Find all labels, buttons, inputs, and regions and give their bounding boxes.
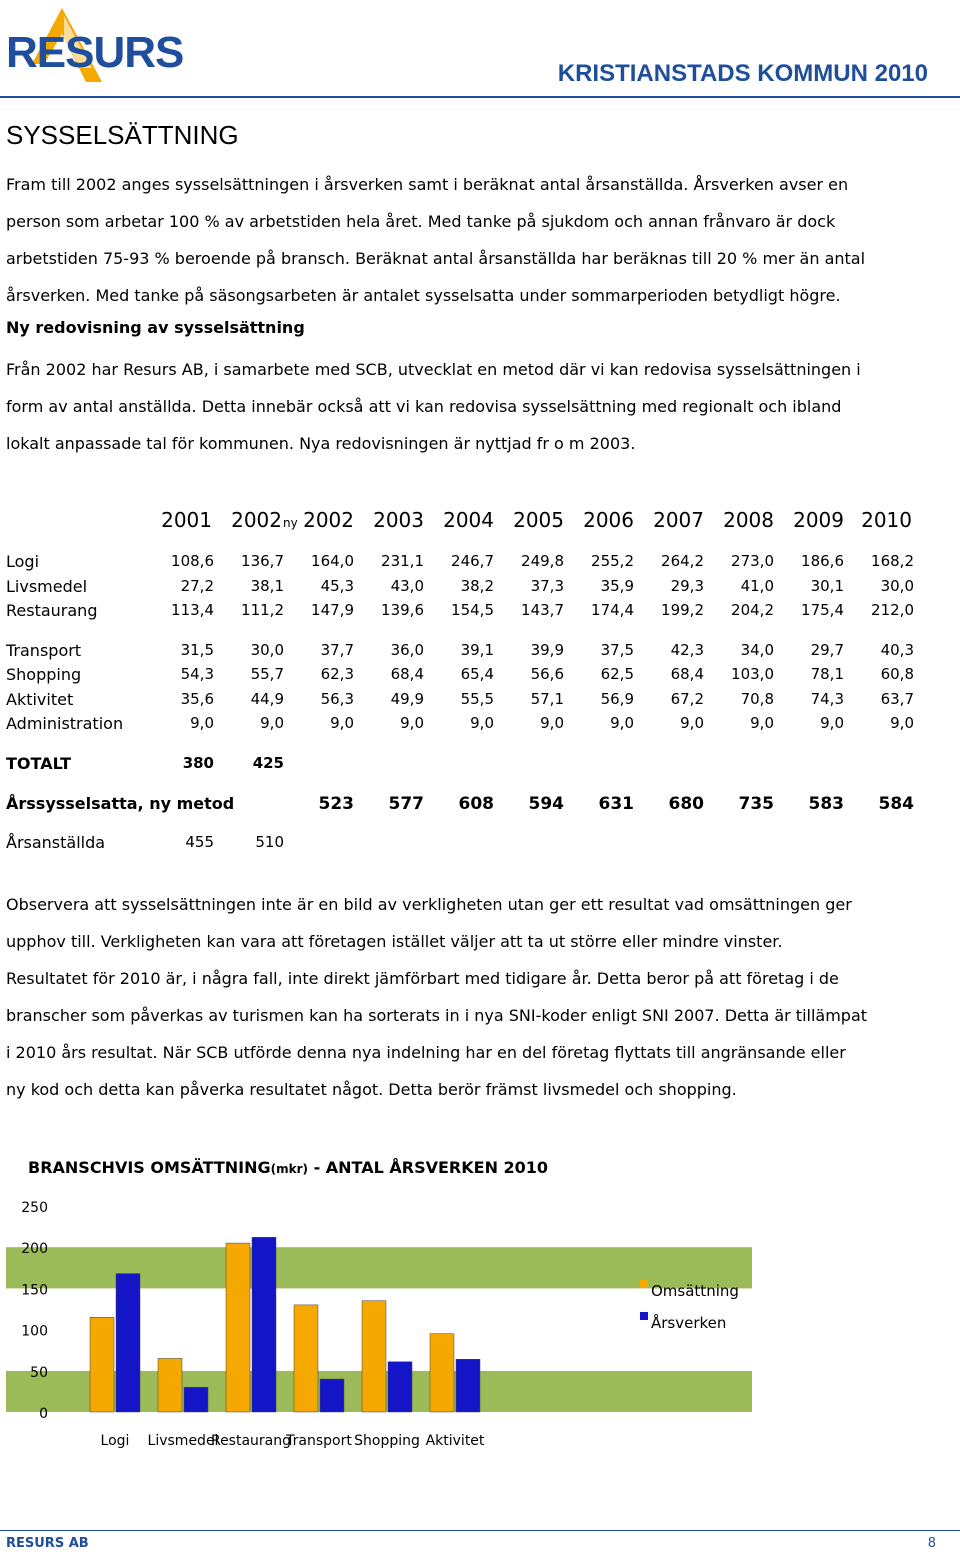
year-header-ny: ny bbox=[283, 516, 298, 530]
table-cell: 65,4 bbox=[460, 665, 494, 683]
table-cell: 78,1 bbox=[810, 665, 844, 683]
intro-line: årsverken. Med tanke på säsongsarbeten är antalet sysselsatta under sommarperioden betydligt högre. bbox=[6, 286, 841, 305]
bar-arsverken bbox=[116, 1274, 140, 1412]
y-tick-label: 150 bbox=[21, 1282, 48, 1299]
table-cell: 35,6 bbox=[180, 690, 214, 708]
row-label: TOTALT bbox=[6, 754, 72, 773]
table-cell: 9,0 bbox=[540, 714, 564, 732]
year-header: 2007 bbox=[653, 508, 704, 532]
year-header: 2010 bbox=[861, 508, 912, 532]
note-line: i 2010 års resultat. När SCB utförde denna nya indelning har en del företag flyttats till angränsande eller bbox=[6, 1043, 846, 1062]
table-cell: 199,2 bbox=[661, 601, 704, 619]
section-title: SYSSELSÄTTNING bbox=[6, 120, 239, 150]
table-cell: 41,0 bbox=[740, 577, 774, 595]
table-cell: 523 bbox=[318, 794, 354, 814]
legend-swatch bbox=[640, 1312, 648, 1320]
table-cell: 44,9 bbox=[250, 690, 284, 708]
table-cell: 30,1 bbox=[810, 577, 844, 595]
legend-label: Omsättning bbox=[651, 1282, 739, 1300]
table-cell: 584 bbox=[878, 794, 914, 814]
page-number: 8 bbox=[927, 1536, 936, 1551]
year-header: 2006 bbox=[583, 508, 634, 532]
table-cell: 9,0 bbox=[190, 714, 214, 732]
legend-label: Årsverken bbox=[651, 1314, 727, 1332]
table-cell: 111,2 bbox=[241, 601, 284, 619]
method-line: lokalt anpassade tal för kommunen. Nya redovisningen är nyttjad fr o m 2003. bbox=[6, 434, 636, 453]
x-tick-label: Restaurang bbox=[210, 1433, 292, 1449]
method-line: form av antal anställda. Detta innebär också att vi kan redovisa sysselsättning med regionalt och ibland bbox=[6, 397, 842, 416]
table-row bbox=[0, 833, 960, 857]
y-tick-label: 250 bbox=[21, 1200, 48, 1216]
table-cell: 27,2 bbox=[180, 577, 214, 595]
table-cell: 136,7 bbox=[241, 552, 284, 570]
table-cell: 38,1 bbox=[250, 577, 284, 595]
table-cell: 37,5 bbox=[600, 641, 634, 659]
chart-title bbox=[28, 1158, 548, 1177]
year-header: 2001 bbox=[161, 508, 212, 532]
table-cell: 249,8 bbox=[521, 552, 564, 570]
intro-paragraph bbox=[6, 166, 951, 314]
table-cell: 9,0 bbox=[330, 714, 354, 732]
table-cell: 55,5 bbox=[460, 690, 494, 708]
row-label: Aktivitet bbox=[6, 690, 74, 709]
table-cell: 264,2 bbox=[661, 552, 704, 570]
table-cell: 74,3 bbox=[810, 690, 844, 708]
table-cell: 56,6 bbox=[530, 665, 564, 683]
row-label: Restaurang bbox=[6, 601, 98, 620]
header-divider bbox=[0, 96, 960, 98]
table-cell: 273,0 bbox=[731, 552, 774, 570]
table-cell: 35,9 bbox=[600, 577, 634, 595]
table-cell: 43,0 bbox=[390, 577, 424, 595]
year-header: 2002 bbox=[303, 508, 354, 532]
chart-title-unit: (mkr) bbox=[270, 1162, 308, 1176]
row-label: Livsmedel bbox=[6, 577, 88, 596]
bar-omsattning bbox=[294, 1305, 318, 1412]
table-cell: 631 bbox=[598, 794, 634, 814]
table-cell: 510 bbox=[255, 833, 284, 851]
bar-omsattning bbox=[226, 1243, 250, 1412]
table-cell: 9,0 bbox=[260, 714, 284, 732]
table-cell: 147,9 bbox=[311, 601, 354, 619]
table-cell: 583 bbox=[808, 794, 844, 814]
bar-omsattning bbox=[430, 1334, 454, 1412]
row-label: Logi bbox=[6, 552, 40, 571]
table-cell: 37,7 bbox=[320, 641, 354, 659]
note-line: Resultatet för 2010 är, i några fall, inte direkt jämförbart med tidigare år. Detta beror på att företag i de bbox=[6, 969, 839, 988]
note-line: branscher som påverkas av turismen kan ha sorterats in i nya SNI-koder enligt SNI 2007. Detta är tillämpat bbox=[6, 1006, 868, 1025]
note-line: Observera att sysselsättningen inte är en bild av verkligheten utan ger ett resultat vad omsättningen ger bbox=[6, 895, 852, 914]
footer-company: RESURS AB bbox=[6, 1536, 89, 1551]
row-label: Administration bbox=[6, 714, 124, 733]
table-cell: 39,1 bbox=[460, 641, 494, 659]
table-cell: 680 bbox=[668, 794, 704, 814]
bar-omsattning bbox=[362, 1301, 386, 1412]
row-label: Årsanställda bbox=[6, 833, 106, 852]
table-row bbox=[0, 641, 960, 665]
bar-arsverken bbox=[388, 1362, 412, 1412]
table-cell: 36,0 bbox=[390, 641, 424, 659]
table-cell: 380 bbox=[182, 754, 214, 772]
table-row bbox=[0, 714, 960, 738]
table-cell: 246,7 bbox=[451, 552, 494, 570]
footer-divider bbox=[0, 1530, 960, 1531]
x-tick-label: Logi bbox=[100, 1433, 130, 1449]
bar-chart bbox=[0, 1180, 960, 1460]
note-line: upphov till. Verkligheten kan vara att företagen istället väljer att ta ut större eller mindre vinster. bbox=[6, 932, 783, 951]
table-cell: 42,3 bbox=[670, 641, 704, 659]
table-cell: 9,0 bbox=[820, 714, 844, 732]
table-cell: 9,0 bbox=[890, 714, 914, 732]
row-label: Transport bbox=[6, 641, 82, 660]
table-cell: 9,0 bbox=[470, 714, 494, 732]
table-cell: 608 bbox=[458, 794, 494, 814]
table-row bbox=[0, 552, 960, 576]
table-cell: 455 bbox=[185, 833, 214, 851]
bar-omsattning bbox=[158, 1358, 182, 1412]
method-paragraph bbox=[6, 351, 951, 462]
table-cell: 735 bbox=[738, 794, 774, 814]
table-cell: 37,3 bbox=[530, 577, 564, 595]
header-title: KRISTIANSTADS KOMMUN 2010 bbox=[557, 60, 928, 87]
table-cell: 38,2 bbox=[460, 577, 494, 595]
table-cell: 139,6 bbox=[381, 601, 424, 619]
y-tick-label: 0 bbox=[39, 1406, 48, 1422]
y-tick-label: 200 bbox=[21, 1241, 48, 1258]
table-cell: 154,5 bbox=[451, 601, 494, 619]
bar-arsverken bbox=[252, 1237, 276, 1412]
year-header: 2009 bbox=[793, 508, 844, 532]
sub-heading: Ny redovisning av sysselsättning bbox=[6, 318, 305, 337]
table-cell: 113,4 bbox=[171, 601, 214, 619]
row-label: Årssysselsatta, ny metod bbox=[6, 794, 235, 813]
year-header: 2002 bbox=[231, 508, 282, 532]
method-line: Från 2002 har Resurs AB, i samarbete med SCB, utvecklat en metod där vi kan redovisa sysselsättningen i bbox=[6, 360, 861, 379]
table-row bbox=[0, 794, 960, 818]
table-cell: 108,6 bbox=[171, 552, 214, 570]
table-cell: 30,0 bbox=[250, 641, 284, 659]
table-cell: 164,0 bbox=[311, 552, 354, 570]
row-label: Shopping bbox=[6, 665, 82, 684]
table-cell: 55,7 bbox=[250, 665, 284, 683]
year-header: 2008 bbox=[723, 508, 774, 532]
table-cell: 68,4 bbox=[390, 665, 424, 683]
year-header: 2004 bbox=[443, 508, 494, 532]
table-cell: 70,8 bbox=[740, 690, 774, 708]
chart-title-main: BRANSCHVIS OMSÄTTNING bbox=[28, 1158, 271, 1177]
table-cell: 39,9 bbox=[530, 641, 564, 659]
table-cell: 45,3 bbox=[320, 577, 354, 595]
table-cell: 29,7 bbox=[810, 641, 844, 659]
table-cell: 9,0 bbox=[610, 714, 634, 732]
y-tick-label: 100 bbox=[21, 1323, 48, 1340]
year-header: 2005 bbox=[513, 508, 564, 532]
bar-arsverken bbox=[184, 1387, 208, 1412]
table-cell: 143,7 bbox=[521, 601, 564, 619]
y-tick-label: 50 bbox=[30, 1364, 48, 1381]
table-row bbox=[0, 577, 960, 601]
table-cell: 577 bbox=[388, 794, 424, 814]
table-cell: 103,0 bbox=[731, 665, 774, 683]
logo-text: RESURS bbox=[6, 28, 184, 77]
table-cell: 9,0 bbox=[400, 714, 424, 732]
table-cell: 60,8 bbox=[880, 665, 914, 683]
table-cell: 174,4 bbox=[591, 601, 634, 619]
table-row bbox=[0, 690, 960, 714]
intro-line: arbetstiden 75-93 % beroende på bransch. Beräknat antal årsanställda har beräknas till 20 % mer än antal bbox=[6, 249, 866, 268]
table-cell: 62,5 bbox=[600, 665, 634, 683]
bar-omsattning bbox=[90, 1317, 114, 1412]
note-paragraph bbox=[6, 886, 951, 1108]
table-cell: 34,0 bbox=[740, 641, 774, 659]
note-line: ny kod och detta kan påverka resultatet något. Detta berör främst livsmedel och shopping. bbox=[6, 1080, 737, 1099]
table-cell: 594 bbox=[528, 794, 564, 814]
legend-swatch bbox=[640, 1280, 648, 1288]
table-cell: 40,3 bbox=[880, 641, 914, 659]
table-cell: 49,9 bbox=[390, 690, 424, 708]
bar-arsverken bbox=[320, 1379, 344, 1412]
table-cell: 31,5 bbox=[180, 641, 214, 659]
table-cell: 54,3 bbox=[180, 665, 214, 683]
table-cell: 231,1 bbox=[381, 552, 424, 570]
table-cell: 30,0 bbox=[880, 577, 914, 595]
table-cell: 212,0 bbox=[871, 601, 914, 619]
table-row bbox=[0, 665, 960, 689]
chart-title-rest: - ANTAL ÅRSVERKEN 2010 bbox=[308, 1158, 549, 1177]
table-cell: 9,0 bbox=[750, 714, 774, 732]
table-cell: 204,2 bbox=[731, 601, 774, 619]
intro-line: person som arbetar 100 % av arbetstiden hela året. Med tanke på sjukdom och annan frånvaro är dock bbox=[6, 212, 836, 231]
x-tick-label: Shopping bbox=[354, 1433, 420, 1449]
table-cell: 168,2 bbox=[871, 552, 914, 570]
table-cell: 56,9 bbox=[600, 690, 634, 708]
table-cell: 9,0 bbox=[680, 714, 704, 732]
x-tick-label: Livsmedel bbox=[147, 1433, 219, 1449]
table-cell: 175,4 bbox=[801, 601, 844, 619]
table-cell: 62,3 bbox=[320, 665, 354, 683]
year-header: 2003 bbox=[373, 508, 424, 532]
table-cell: 29,3 bbox=[670, 577, 704, 595]
table-cell: 57,1 bbox=[530, 690, 564, 708]
table-cell: 255,2 bbox=[591, 552, 634, 570]
table-row bbox=[0, 601, 960, 625]
table-cell: 425 bbox=[252, 754, 284, 772]
x-tick-label: Aktivitet bbox=[425, 1433, 485, 1449]
table-cell: 68,4 bbox=[670, 665, 704, 683]
table-cell: 63,7 bbox=[880, 690, 914, 708]
table-cell: 186,6 bbox=[801, 552, 844, 570]
table-cell: 67,2 bbox=[670, 690, 704, 708]
table-cell: 56,3 bbox=[320, 690, 354, 708]
bar-arsverken bbox=[456, 1359, 480, 1412]
table-header bbox=[0, 508, 960, 536]
table-row bbox=[0, 754, 960, 778]
x-tick-label: Transport bbox=[286, 1433, 352, 1449]
intro-line: Fram till 2002 anges sysselsättningen i årsverken samt i beräknat antal årsanställda. Årsverken avser en bbox=[6, 175, 849, 194]
